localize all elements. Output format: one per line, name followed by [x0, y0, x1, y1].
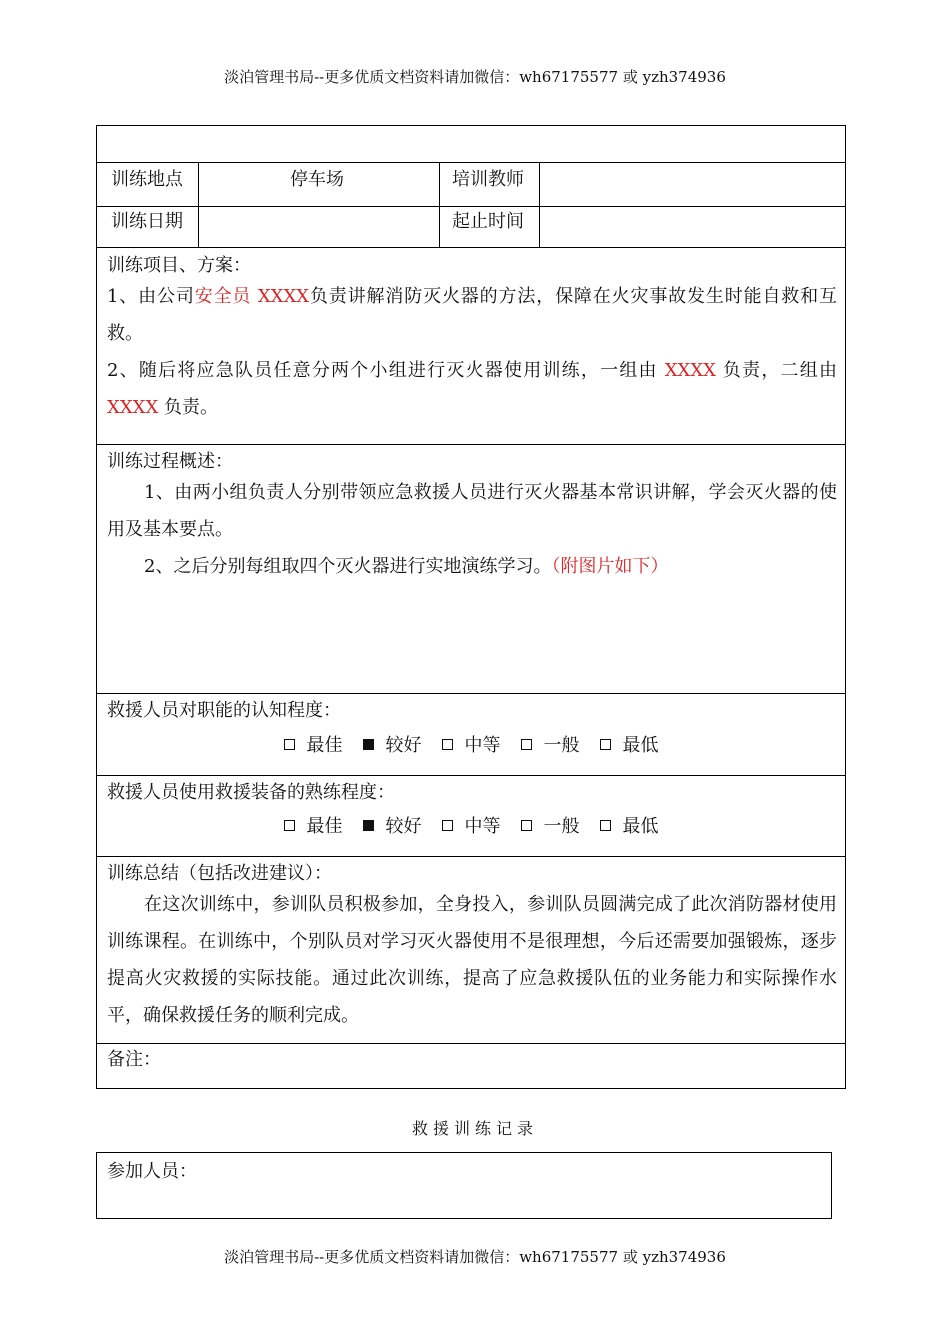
checkbox-icon[interactable] — [600, 820, 611, 831]
row-divider — [97, 162, 845, 163]
plan-item-2-suffix: 负责。 — [158, 397, 218, 418]
checkbox-icon[interactable] — [284, 739, 295, 750]
cognition-option[interactable] — [600, 731, 659, 757]
plan-item-2-middle: 负责，二组由 — [715, 360, 837, 381]
process-title: 训练过程概述： — [107, 451, 233, 472]
record-caption: 救援训练记录 — [411, 1119, 538, 1138]
plan-item-1-highlight: 安全员 XXXX — [194, 286, 310, 307]
option-label: 中等 — [464, 816, 501, 837]
plan-item-2-highlight-1: XXXX — [664, 360, 716, 381]
checkbox-icon[interactable] — [442, 820, 453, 831]
date-label: 训练日期 — [111, 211, 183, 232]
column-divider — [439, 162, 440, 247]
proficiency-option[interactable] — [442, 812, 501, 838]
plan-item-2-prefix: 2、随后将应急队员任意分两个小组进行灭火器使用训练，一组由 — [107, 360, 665, 381]
process-item-1: 1、由两小组负责人分别带领应急救援人员进行灭火器基本常识讲解，学会灭火器的使用及基本要点。 — [107, 482, 837, 540]
summary-title: 训练总结（包括改进建议）： — [107, 863, 332, 884]
checkbox-icon[interactable] — [284, 820, 295, 831]
option-label: 最低 — [622, 735, 659, 756]
cognition-option[interactable] — [284, 731, 343, 757]
checkbox-icon[interactable] — [600, 739, 611, 750]
summary-text: 在这次训练中，参训队员积极参加，全身投入，参训队员圆满完成了此次消防器材使用训练课程。在训练中，个别队员对学习灭火器使用不是很理想，今后还需要加强锻炼，逐步提高火灾救援的实际技能。通过此次训练，提高了应急救援队伍的业务能力和实际操作水平，确保救援任务的顺利完成。 — [107, 894, 837, 1026]
trainer-label: 培训教师 — [452, 169, 524, 190]
participants-title: 参加人员： — [107, 1161, 197, 1182]
remarks-title: 备注： — [107, 1049, 161, 1070]
option-label: 一般 — [543, 735, 580, 756]
plan-title: 训练项目、方案： — [107, 255, 251, 276]
row-divider — [97, 693, 845, 694]
cognition-option[interactable] — [363, 731, 422, 757]
proficiency-rating — [97, 812, 845, 838]
column-divider — [539, 162, 540, 247]
option-label: 中等 — [464, 735, 501, 756]
cognition-option[interactable] — [442, 731, 501, 757]
row-divider — [97, 206, 845, 207]
plan-item-2 — [107, 352, 837, 426]
row-divider — [97, 856, 845, 857]
row-divider — [97, 775, 845, 776]
row-divider — [97, 1043, 845, 1044]
page-footer: 淡泊管理书局--更多优质文档资料请加微信：wh67175577 或 yzh374936 — [224, 1248, 726, 1266]
participants-box — [96, 1152, 832, 1219]
option-label: 较好 — [385, 816, 422, 837]
location-label: 训练地点 — [111, 169, 183, 190]
proficiency-option[interactable] — [600, 812, 659, 838]
checked-checkbox-icon[interactable] — [363, 820, 374, 831]
option-label: 最低 — [622, 816, 659, 837]
plan-item-1-prefix: 1、由公司 — [107, 286, 195, 307]
plan-item-2-highlight-2: XXXX — [107, 397, 159, 418]
time-label: 起止时间 — [452, 211, 524, 232]
option-label: 一般 — [543, 816, 580, 837]
checkbox-icon[interactable] — [521, 820, 532, 831]
location-value: 停车场 — [290, 169, 344, 190]
option-label: 最佳 — [306, 816, 343, 837]
process-item-2 — [107, 548, 837, 585]
process-item-2-note: （附图片如下） — [551, 556, 669, 577]
plan-item-1-suffix: 负责讲解消防灭火器的方法，保障在火灾事故发生时能自救和互救。 — [107, 286, 838, 344]
training-record-table — [96, 125, 846, 1089]
proficiency-option[interactable] — [363, 812, 422, 838]
option-label: 较好 — [385, 735, 422, 756]
row-divider — [97, 444, 845, 445]
column-divider — [198, 162, 199, 247]
page-header: 淡泊管理书局--更多优质文档资料请加微信：wh67175577 或 yzh374936 — [224, 68, 726, 86]
cognition-option[interactable] — [521, 731, 580, 757]
proficiency-title: 救援人员使用救援装备的熟练程度： — [107, 782, 395, 803]
checked-checkbox-icon[interactable] — [363, 739, 374, 750]
proficiency-option[interactable] — [521, 812, 580, 838]
option-label: 最佳 — [306, 735, 343, 756]
checkbox-icon[interactable] — [442, 739, 453, 750]
plan-item-1 — [107, 278, 837, 352]
process-item-2-text: 2、之后分别每组取四个灭火器进行实地演练学习。 — [144, 556, 552, 577]
proficiency-option[interactable] — [284, 812, 343, 838]
cognition-rating — [97, 731, 845, 757]
cognition-title: 救援人员对职能的认知程度： — [107, 700, 341, 721]
row-divider — [97, 247, 845, 248]
checkbox-icon[interactable] — [521, 739, 532, 750]
